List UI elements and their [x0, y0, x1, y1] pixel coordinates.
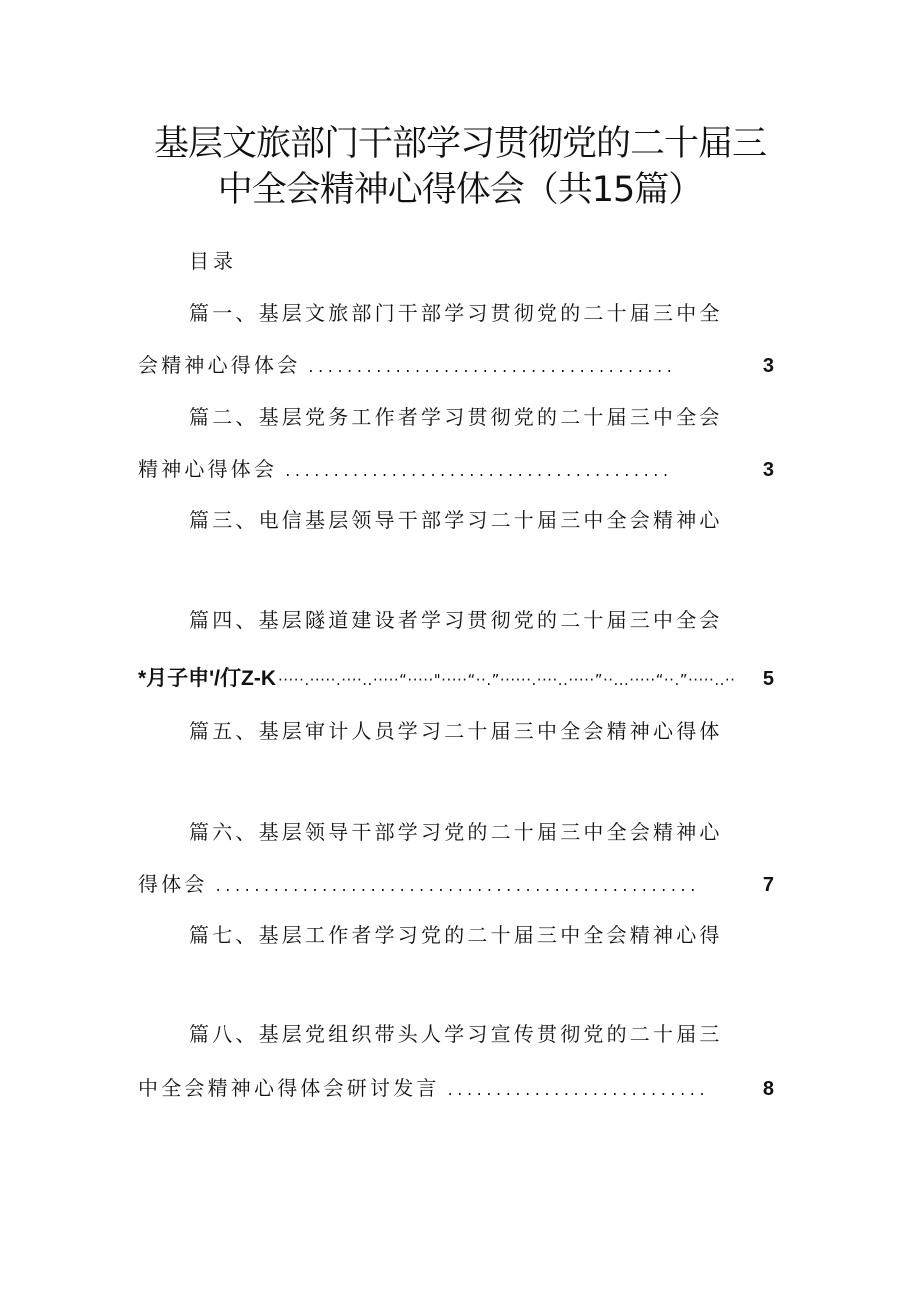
toc-page-number: 5: [762, 668, 774, 690]
toc-dot-leader: ...........................: [447, 1080, 710, 1099]
toc-page-number: 8: [762, 1078, 774, 1100]
toc-dot-leader: ........................................: [285, 461, 673, 480]
document-title-line1: 基层文旅部门干部学习贯彻党的二十届三: [153, 124, 766, 164]
toc-page-number: 3: [762, 459, 774, 481]
toc-entry-1-line1[interactable]: 篇一、基层文旅部门干部学习贯彻党的二十届三中全: [189, 301, 723, 325]
toc-entry-5-line1[interactable]: 篇五、基层审计人员学习二十届三中全会精神心得体: [189, 719, 723, 743]
toc-page-number: 7: [762, 874, 774, 896]
toc-entry-text: 得体会: [138, 872, 208, 896]
toc-entry-6-line1[interactable]: 篇六、基层领导干部学习党的二十届三中全会精神心: [189, 820, 723, 844]
document-title-line2: 中全会精神心得体会（共15篇）: [217, 170, 703, 210]
toc-dot-leader: ......................................: [308, 357, 677, 376]
toc-entry-8-line1[interactable]: 篇八、基层党组织带头人学习宣传贯彻党的二十届三: [189, 1022, 723, 1046]
toc-page-number: 3: [762, 355, 774, 377]
toc-entry-text: 精神心得体会: [138, 457, 278, 481]
toc-dot-leader: ·····.·····.····..·····“·····"·····“··.”······.····..·····”··...·····“··.”·····..··: [278, 671, 736, 689]
toc-heading: 目录: [189, 249, 237, 273]
toc-dot-leader: ..................................................: [215, 876, 700, 895]
toc-entry-text: *月子申'/仃Z-K: [138, 667, 276, 690]
toc-entry-1-line2[interactable]: [138, 350, 774, 380]
toc-entry-4-line2[interactable]: [138, 664, 774, 694]
toc-entry-3-line1[interactable]: 篇三、电信基层领导干部学习二十届三中全会精神心: [189, 508, 723, 532]
toc-entry-2-line1[interactable]: 篇二、基层党务工作者学习贯彻党的二十届三中全会: [189, 405, 723, 429]
toc-entry-text: 会精神心得体会: [138, 353, 301, 377]
toc-entry-text: 中全会精神心得体会研讨发言: [138, 1076, 440, 1100]
toc-entry-2-line2[interactable]: [138, 454, 774, 484]
toc-entry-6-line2[interactable]: [138, 869, 774, 899]
toc-entry-4-line1[interactable]: 篇四、基层隧道建设者学习贯彻党的二十届三中全会: [189, 608, 723, 632]
toc-entry-7-line1[interactable]: 篇七、基层工作者学习党的二十届三中全会精神心得: [189, 923, 723, 947]
toc-entry-8-line2[interactable]: [138, 1073, 774, 1103]
